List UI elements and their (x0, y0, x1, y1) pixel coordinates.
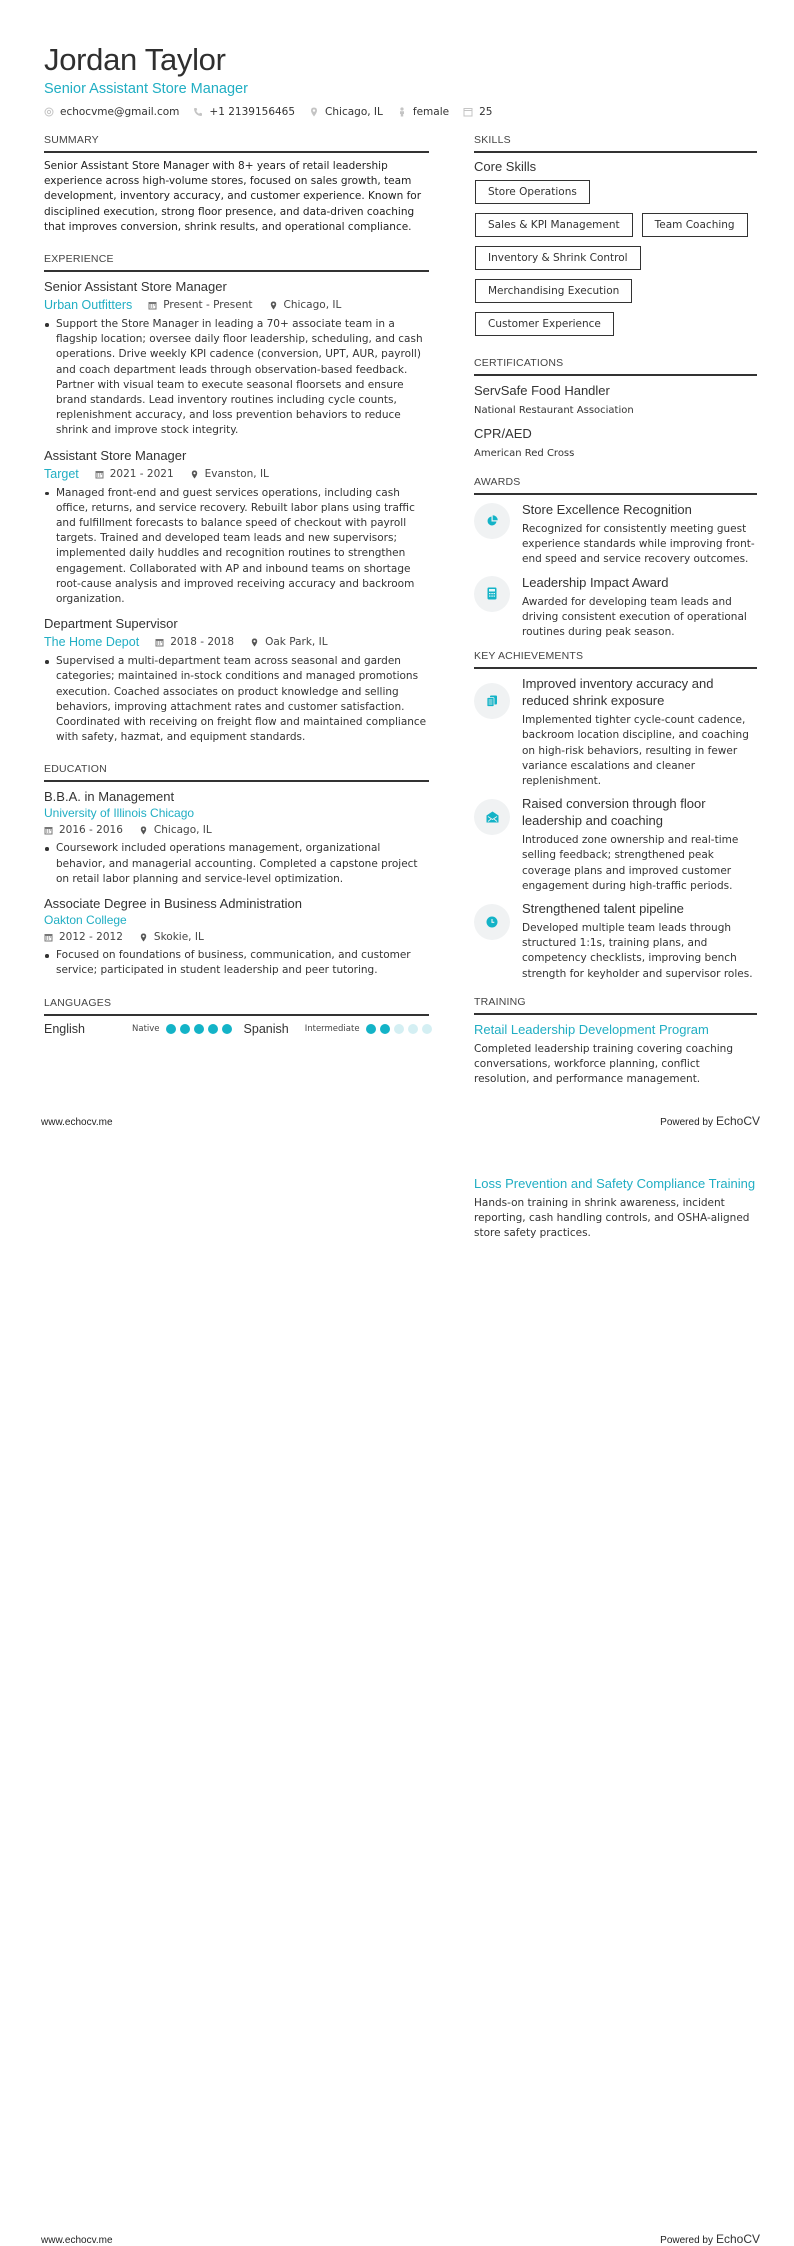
training-item (474, 1175, 757, 1242)
award-body (522, 574, 757, 641)
language-name: Spanish (243, 1021, 289, 1036)
training-heading: TRAINING (474, 996, 757, 1015)
skill-tag: Team Coaching (642, 213, 748, 237)
proficiency-dot-filled (380, 1024, 390, 1034)
summary-heading: SUMMARY (44, 134, 429, 153)
map-pin-icon (309, 107, 319, 117)
proficiency-dot-filled (366, 1024, 376, 1034)
award-body (522, 501, 757, 568)
language-name: English (44, 1021, 85, 1036)
training-description: Hands-on training in shrink awareness, incident reporting, cash handling controls, and OSHA-aligned store safety practices. (474, 1197, 750, 1240)
degree-title: B.B.A. in Management (44, 789, 175, 805)
skills-group-title: Core Skills (474, 159, 537, 174)
experience-item (44, 278, 429, 439)
candidate-name: Jordan Taylor (44, 42, 226, 77)
language-level: Intermediate (304, 1023, 360, 1034)
experience-item (44, 615, 429, 745)
education-heading: EDUCATION (44, 763, 429, 782)
achievement-body (522, 900, 757, 982)
summary-section (44, 134, 429, 235)
proficiency-dot-filled (194, 1024, 204, 1034)
phone-text: +1 2139156465 (209, 106, 296, 118)
skill-tag: Merchandising Execution (475, 279, 632, 303)
footer-website-link[interactable]: www.echocv.me (41, 1117, 113, 1128)
proficiency-dot-filled (180, 1024, 190, 1034)
map-pin-icon (190, 470, 199, 479)
summary-text: Senior Assistant Store Manager with 8+ years of retail leadership experience across high-volume stores, focused on sales growth, team development, inventory accuracy, and customer experience. Known for disciplined execution, strong floor presence, and data-driven coaching that improves conversion, shrink results, and operational compliance. (44, 160, 422, 233)
job-bullets (44, 486, 429, 608)
languages-section (44, 997, 429, 1036)
dates-text: 2018 - 2018 (170, 636, 235, 649)
calendar-icon (463, 107, 473, 117)
company-name: The Home Depot (44, 635, 140, 650)
education-bullets (44, 948, 429, 978)
achievements-section (474, 650, 757, 982)
certification-name: ServSafe Food Handler (474, 383, 610, 398)
calculator-icon (474, 576, 510, 612)
job-dates (155, 634, 234, 651)
proficiency-dot-empty (408, 1024, 418, 1034)
gender-text: female (412, 106, 450, 118)
pie-chart-icon (474, 503, 510, 539)
envelope-open-icon (474, 799, 510, 835)
award-item (474, 501, 757, 568)
training-item (474, 1021, 757, 1088)
job-title: Senior Assistant Store Manager (44, 279, 227, 295)
map-pin-icon (139, 826, 148, 835)
languages-list (44, 1022, 429, 1036)
certifications-heading: CERTIFICATIONS (474, 357, 757, 376)
award-description: Recognized for consistently meeting guest experience standards while improving front-end speed and service recovery outcomes. (522, 523, 755, 566)
education-dates (44, 929, 123, 945)
award-item (474, 574, 757, 641)
training-title: Retail Leadership Development Program (474, 1021, 709, 1037)
documents-icon (474, 683, 510, 719)
left-column (44, 134, 429, 1054)
job-meta (44, 297, 429, 314)
person-icon (397, 107, 407, 117)
proficiency-dot-empty (422, 1024, 432, 1034)
experience-item (44, 447, 429, 608)
proficiency-dot-filled (166, 1024, 176, 1034)
certifications-section (474, 357, 757, 462)
job-location (250, 634, 327, 651)
achievement-description: Developed multiple team leads through structured 1:1s, training plans, and competency checklists, improving bench strength for keyholder and supervisor roles. (522, 922, 753, 980)
bullet-item: Coursework included operations management, organizational behavior, and managerial accounting. Completed a capstone project on retail labor planning and service-level optimization. (44, 841, 429, 887)
language-item (244, 1022, 436, 1036)
location-text: Chicago, IL (325, 106, 383, 118)
language-level: Native (132, 1023, 160, 1034)
page-footer (41, 1114, 760, 1128)
powered-by-text: Powered by (660, 1117, 713, 1128)
map-pin-icon (139, 933, 148, 942)
company-name: Target (44, 466, 79, 481)
certification-name: CPR/AED (474, 426, 532, 441)
experience-heading: EXPERIENCE (44, 253, 429, 272)
email-text: echocvme@gmail.com (60, 106, 180, 118)
achievements-heading: KEY ACHIEVEMENTS (474, 650, 757, 669)
candidate-title: Senior Assistant Store Manager (44, 81, 248, 97)
contact-bar (44, 106, 506, 118)
proficiency-dot-filled (208, 1024, 218, 1034)
school-name: Oakton College (44, 913, 127, 928)
job-title: Department Supervisor (44, 616, 178, 632)
footer-website-link[interactable]: www.echocv.me (41, 2235, 113, 2246)
skill-tags (474, 180, 757, 345)
award-title: Store Excellence Recognition (522, 502, 692, 517)
proficiency-dot-empty (394, 1024, 404, 1034)
map-pin-icon (250, 638, 259, 647)
achievement-item (474, 900, 757, 982)
location-text: Chicago, IL (283, 299, 342, 312)
achievement-description: Introduced zone ownership and real-time selling feedback; strengthened peak coverage plans and improved customer engagement during high-traffic periods. (522, 834, 739, 892)
page-footer (41, 2232, 760, 2246)
contact-gender (397, 106, 449, 118)
job-dates (148, 297, 252, 314)
award-title: Leadership Impact Award (522, 574, 669, 590)
at-sign-icon (44, 107, 54, 117)
footer-powered-by (660, 2232, 760, 2246)
achievement-title: Improved inventory accuracy and reduced shrink exposure (522, 676, 714, 709)
location-text: Skokie, IL (153, 931, 204, 944)
dates-text: 2012 - 2012 (59, 931, 123, 944)
certification-org: American Red Cross (474, 448, 575, 459)
school-name: University of Illinois Chicago (44, 806, 195, 821)
achievement-title: Strengthened talent pipeline (522, 901, 684, 917)
certification-item (474, 382, 757, 419)
bullet-item: Focused on foundations of business, communication, and customer service; participated in student leadership and peer tutoring. (44, 948, 429, 978)
language-item (44, 1022, 236, 1036)
company-name: Urban Outfitters (44, 298, 133, 313)
right-column-continued (474, 1175, 757, 1250)
awards-heading: AWARDS (474, 476, 757, 495)
award-description: Awarded for developing team leads and driving consistent execution of operational routines during peak season. (522, 595, 747, 639)
bullet-item: Managed front-end and guest services operations, including cash office, returns, and service recovery. Rebuilt labor plans using traffic and fulfillment forecasts to balance speed of checkout with payroll targets. Trained and developed team leads and new supervisors; implemented daily huddles and recognition routines to strengthen engagement. Collaborated with AP and inbound teams on shortage root-cause analysis and improved receiving accuracy and backroom organization. (44, 486, 429, 608)
location-text: Oak Park, IL (265, 636, 328, 649)
awards-section (474, 476, 757, 640)
calendar-icon (95, 470, 104, 479)
achievement-body (522, 675, 757, 789)
brand-logo[interactable]: EchoCV (715, 2232, 760, 2246)
achievement-item (474, 675, 757, 789)
age-text: 25 (479, 106, 493, 118)
skill-tag: Inventory & Shrink Control (475, 246, 641, 270)
certification-org: National Restaurant Association (474, 405, 634, 416)
skill-tag: Sales & KPI Management (475, 213, 633, 237)
contact-email[interactable] (44, 106, 179, 118)
bullet-item: Support the Store Manager in leading a 70+ associate team in a flagship location; oversee daily floor leadership, scheduling, and cash operations. Drive weekly KPI cadence (conversion, UPT, AUR, payroll) and coach department leads through observation-based feedback. Partner with visual team to execute seasonal floorsets and ensure brand standards. Lead inventory routines including cycle counts, replenishment accuracy, and loss prevention behaviors to reduce shrink and improve stock integrity. (44, 317, 429, 439)
skills-heading: SKILLS (474, 134, 757, 153)
resume-header (44, 42, 506, 118)
skills-section (474, 134, 757, 345)
achievement-item (474, 795, 757, 894)
dates-text: 2021 - 2021 (109, 467, 174, 480)
powered-by-text: Powered by (660, 2235, 713, 2246)
achievement-description: Implemented tighter cycle-count cadence, backroom location discipline, and coaching on high-risk behaviors, resulting in fewer variance escalations and cleaner replenishment. (522, 714, 749, 788)
education-meta (44, 822, 429, 838)
footer-powered-by (660, 1114, 760, 1128)
contact-phone[interactable] (193, 106, 295, 118)
experience-section (44, 253, 429, 745)
phone-icon (193, 107, 203, 117)
training-description: Completed leadership training covering coaching conversations, workforce planning, conflict resolution, and performance management. (474, 1042, 733, 1086)
degree-title: Associate Degree in Business Administration (44, 896, 302, 912)
calendar-icon (44, 826, 53, 835)
dates-text: Present - Present (163, 299, 253, 312)
contact-location (309, 106, 383, 118)
skill-tag: Store Operations (475, 180, 590, 204)
contact-age (463, 106, 492, 118)
job-dates (95, 466, 174, 483)
calendar-icon (148, 301, 157, 310)
training-section (474, 996, 757, 1088)
job-bullets (44, 317, 429, 439)
skill-tag: Customer Experience (475, 312, 614, 336)
achievement-title: Raised conversion through floor leadership and coaching (522, 796, 706, 829)
dates-text: 2016 - 2016 (59, 824, 123, 837)
job-meta (44, 634, 429, 651)
education-meta (44, 929, 429, 945)
brand-logo[interactable]: EchoCV (715, 1114, 760, 1128)
job-location (269, 297, 342, 314)
location-text: Chicago, IL (153, 824, 212, 837)
education-item (44, 788, 429, 887)
education-bullets (44, 841, 429, 887)
map-pin-icon (269, 301, 278, 310)
certification-item (474, 425, 757, 462)
clock-icon (474, 904, 510, 940)
job-title: Assistant Store Manager (44, 447, 187, 463)
right-column (474, 134, 757, 1105)
education-location (139, 822, 212, 838)
bullet-item: Supervised a multi-department team across seasonal and garden categories; maintained in-stock conditions and managed promotions execution. Coached associates on product knowledge and selling behaviors, improving attachment rates and customer satisfaction. Coordinated with receiving on freight flow and maintained compliance with safety, hazmat, and equipment standards. (44, 654, 429, 745)
location-text: Evanston, IL (204, 467, 269, 480)
job-location (190, 466, 269, 483)
achievement-body (522, 795, 757, 894)
job-meta (44, 466, 429, 483)
calendar-icon (155, 638, 164, 647)
calendar-icon (44, 933, 53, 942)
education-section (44, 763, 429, 978)
job-bullets (44, 654, 429, 745)
resume-page-2 (0, 1140, 794, 2246)
languages-heading: LANGUAGES (44, 997, 429, 1016)
training-title: Loss Prevention and Safety Compliance Training (474, 1176, 756, 1191)
education-item (44, 895, 429, 978)
education-location (139, 929, 204, 945)
proficiency-dot-filled (222, 1024, 232, 1034)
education-dates (44, 822, 123, 838)
